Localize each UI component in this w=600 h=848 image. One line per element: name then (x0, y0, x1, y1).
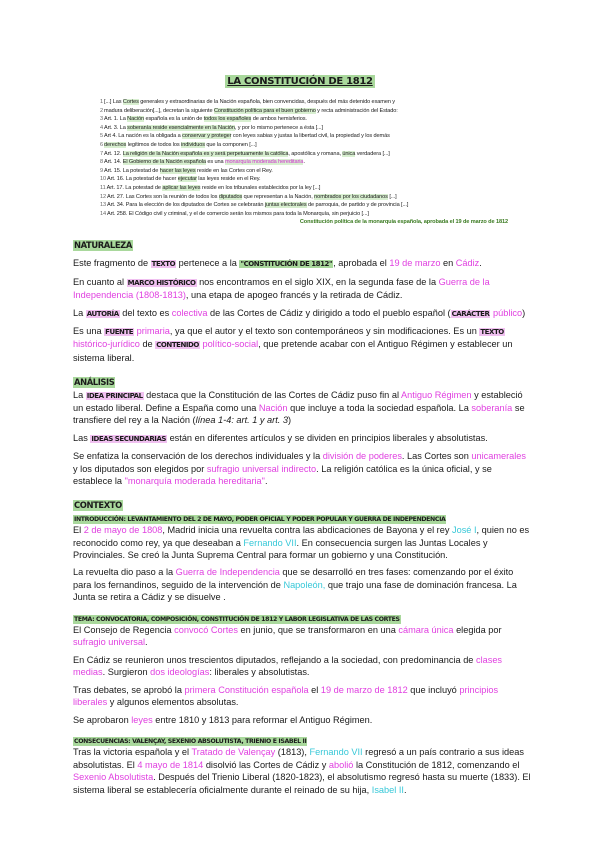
source-line (100, 158, 520, 167)
text-run: destaca que la Constitución de las Cortes de Cádiz puso fin al (143, 389, 402, 400)
text-run: disolvió las Cortes de Cádiz y (203, 759, 329, 770)
underlined-quote: Cortes (122, 99, 139, 105)
document-title-text: LA CONSTITUCIÓN DE 1812 (227, 76, 373, 87)
section-consecuencias (73, 734, 531, 796)
text-run: nos encontramos en el siglo XIX, en la segunda fase de la (196, 276, 439, 287)
text-run: . Surgieron (102, 667, 151, 678)
text-run: Art. 15. La potestad de (104, 167, 160, 174)
underlined-quote: conservar y proteger (182, 133, 232, 140)
section-naturaleza (73, 239, 531, 364)
section-analisis (73, 376, 531, 487)
line-number: 6 (100, 141, 104, 148)
document-title (0, 73, 600, 89)
text-run: pertenece a la (176, 258, 240, 269)
citation: línea 1-4: art. 1 y art. 3 (195, 415, 288, 426)
line-number: 8 (100, 159, 104, 166)
text-run: están en diferentes artículos y se dividen en principios liberales y absolutistas. (167, 432, 488, 443)
text-run: de las Cortes de Cádiz y dirigido a todo el pueblo español ( (207, 307, 451, 318)
paragraph (73, 624, 531, 649)
text-run: La (73, 389, 86, 400)
keyword-tag: AUTORÍA (86, 309, 119, 318)
text-run: , Madrid inicia una revuelta contra las abdicaciones de Bayona y el rey (162, 525, 452, 536)
highlighted-term: 4 mayo de 1814 (137, 759, 204, 770)
text-run: ) (288, 415, 292, 426)
text-run: . (303, 159, 305, 166)
historical-figure: José I (451, 525, 477, 536)
source-lines (100, 98, 520, 218)
highlighted-term: histórico-jurídico (73, 339, 140, 350)
source-line (100, 150, 520, 159)
highlighted-term: "monarquía moderada hereditaria" (124, 476, 265, 486)
highlighted-term: abolió (328, 759, 354, 770)
source-caption: Constitución política de la monarquía española, aprobada el 19 de marzo de 1812 (299, 219, 508, 226)
section-heading: CONTEXTO (74, 500, 122, 511)
text-run: . (479, 258, 482, 269)
keyword-tag: CONTENIDO (156, 341, 199, 350)
paragraph (73, 566, 531, 603)
source-line (100, 193, 520, 202)
text-run: que se desarrolló en tres fases: comenzando por el éxito para los fernandinos, seguido de la intervención de (73, 567, 514, 590)
highlighted-term: Nación (258, 402, 288, 413)
highlighted-term: soberanía (471, 402, 513, 413)
keyword-tag: FUENTE (105, 327, 134, 336)
keyword-tag: IDEAS SECUNDARIAS (91, 434, 167, 443)
keyword-tag: IDEA PRINCIPAL (86, 391, 143, 400)
line-number: 3 (100, 116, 104, 123)
highlighted-term: división de poderes (322, 451, 402, 462)
underlined-quote: La religión de la Nación española es y será perpetuamente la católica (122, 150, 289, 157)
text-run: , aprobada el (333, 258, 390, 269)
text-run: reside en los tribunales establecidos por la ley [...] (200, 184, 321, 191)
text-run: que representan a la Nación, (242, 193, 315, 200)
source-line (100, 132, 520, 141)
paragraph (73, 714, 531, 726)
section-subheading: INTRODUCCIÓN: LEVANTAMIENTO DEL 2 DE MAYO, PODER OFICIAL Y PODER POPULAR Y GUERRA DE INDEPENDENCIA (74, 515, 446, 523)
title-tag: "CONSTITUCIÓN DE 1812" (240, 260, 333, 269)
text-run: Art. 16. La potestad de hacer (107, 176, 178, 183)
paragraph (73, 654, 531, 679)
text-run: , que pretende acabar con el Antiguo Régimen y establecer un sistema liberal. (73, 339, 513, 363)
highlighted-term: Guerra de la Independencia (1808-1813) (73, 276, 490, 301)
highlighted-term: 2 de mayo de 1808 (83, 525, 163, 536)
text-run: y estableció un estado liberal. Define a España como una (73, 389, 523, 413)
line-number: 7 (100, 150, 104, 157)
keyword-tag: TEXTO (151, 260, 176, 269)
text-run: . Después del Trienio Liberal (1820-1823), el absolutismo regresó hasta su muerte (1833). El sistema liberal se establecería oficialmente durante el reinado de su hija, (73, 772, 531, 795)
highlighted-term: unicamerales (471, 451, 527, 462)
highlighted-term: Sexenio Absolutista (73, 772, 154, 783)
text-run: de parroquia, de partido y de provincia [...] (306, 202, 409, 209)
text-run: de (139, 339, 156, 350)
keyword-tag: MARCO HISTÓRICO (127, 278, 196, 287)
text-run: que trajo una fase de dominación francesa. La Junta se retira a Cádiz y se disuelve . (73, 579, 517, 603)
text-run: Las (73, 432, 91, 443)
text-run: . (403, 784, 407, 795)
highlighted-term: público (490, 307, 523, 318)
text-run: Este fragmento de (73, 258, 151, 269)
text-run: [...] (387, 193, 397, 200)
paragraphs (73, 624, 531, 726)
historical-figure: Napoleón, (283, 579, 326, 590)
text-run: . En consecuencia surgen las Juntas Locales y Provinciales. Se creó la Junta Suprema Central para formar un gobierno y una Constitución. (73, 537, 488, 561)
text-run: madura deliberación[...], decretan la siguiente (104, 107, 214, 114)
text-run: las leyes reside en el Rey. (196, 176, 261, 183)
historical-figure: Fernando VII (243, 537, 297, 548)
text-run: española es la unión de (143, 116, 204, 123)
text-run: La (73, 307, 86, 318)
text-run: Art 4. La nación es la obligada a (104, 133, 183, 140)
source-line (100, 124, 520, 133)
source-line (100, 107, 520, 116)
text-run: de ambos hemisferios. (251, 116, 307, 123)
text-run: Art. 258. El Código civil y criminal, y el de comercio serán los mismos para toda la Monarquía, sin perjuicio [...] (107, 210, 369, 217)
highlighted-term: cámara única (398, 625, 454, 636)
highlighted-term: Tratado de Valençay (191, 747, 276, 758)
underlined-quote: juntas electorales (264, 202, 307, 209)
underlined-quote: El Gobierno de la Nación española (122, 159, 206, 166)
text-run: generales y extraordinarias de la Nación española, bien convencidas, después del más detenido examen y (138, 99, 396, 105)
text-run: . (264, 476, 268, 486)
text-run: Tras debates, se aprobó la (73, 684, 185, 695)
paragraph (73, 450, 531, 487)
historical-figure: Isabel II (371, 784, 404, 795)
highlighted-term: 19 de marzo de 1812 (320, 684, 408, 695)
paragraph (73, 257, 531, 270)
line-number: 2 (100, 107, 104, 114)
underlined-quote: soberanía reside esencialmente en la Nación (127, 124, 235, 131)
line-number: 12 (100, 193, 107, 200)
section-heading: ANÁLISIS (74, 377, 115, 388)
highlighted-term: Antiguo Régimen (401, 389, 472, 400)
source-line (100, 141, 520, 150)
line-number: 11 (100, 184, 106, 191)
highlighted-term: sufragio universal indirecto (206, 463, 317, 474)
paragraphs (73, 746, 531, 796)
highlighted-term: principios liberales (73, 684, 499, 708)
text-run: Se enfatiza la conservación de los derechos individuales y la (73, 451, 323, 462)
source-line (100, 115, 520, 124)
text-run: , ya que el autor y el texto son contemporáneos y sin modificaciones. Es un (169, 325, 480, 336)
line-number: 13 (100, 202, 107, 209)
text-run: En Cádiz se reunieron unos trescientos diputados, reflejando a la sociedad, con predominancia de (73, 654, 476, 665)
text-run: y recta administración del Estado: (315, 107, 398, 114)
highlighted-term: convocó Cortes (174, 625, 238, 636)
text-run: [...] Las (104, 99, 123, 105)
text-run: Art. 14. (104, 159, 123, 166)
section-tema (73, 612, 531, 726)
paragraphs (73, 524, 531, 603)
underlined-quote: nombrados por los ciudadanos (314, 193, 388, 200)
text-run: en junio, que se transformaron en una (237, 625, 399, 636)
line-number: 9 (100, 167, 104, 174)
underlined-quote: derechos (104, 141, 127, 148)
highlighted-term: Guerra de Independencia (175, 567, 280, 578)
underlined-quote: Nación (127, 116, 144, 123)
text-run: que incluye a toda la sociedad española. La (287, 402, 472, 413)
text-run: . La religión católica es la única oficial, y se establece la (73, 463, 492, 486)
section-subheading: CONSECUENCIAS: VALENÇAY, SEXENIO ABSOLUTISTA, TRIENIO E ISABEL II (74, 737, 307, 745)
underlined-quote: Constitución política para el buen gobierno (213, 107, 316, 114)
text-run: elegida por (453, 625, 502, 636)
highlighted-term: sufragio universal (73, 637, 146, 648)
source-line (100, 201, 520, 210)
text-run: , una etapa de apogeo francés y la retirada de Cádiz. (185, 290, 403, 301)
text-run: Art. 1. La (104, 116, 128, 123)
paragraphs (73, 257, 531, 364)
paragraphs (73, 389, 531, 488)
underlined-quote: ejecutar (177, 176, 197, 183)
text-run: Art. 12. (104, 150, 123, 157)
line-number: 4 (100, 124, 104, 131)
text-run: , apostólica y romana, (288, 150, 343, 157)
source-line (100, 167, 520, 176)
text-run: (1813), (275, 747, 310, 758)
section-subheading: TEMA: CONVOCATORIA, COMPOSICIÓN, CONSTITUCIÓN DE 1812 Y LABOR LEGISLATIVA DE LAS CORTES (74, 615, 400, 623)
source-line (100, 184, 520, 193)
highlighted-term: colectiva (171, 307, 208, 318)
text-run: del texto es (119, 307, 172, 318)
text-run: el (308, 684, 321, 695)
text-run: Art. 34. Para la elección de los diputados de Cortes se celebrarán (107, 202, 265, 209)
underlined-quote: monarquía moderada hereditaria (224, 159, 304, 166)
text-run: , y por lo mismo pertenece a ésta [...] (234, 124, 323, 131)
paragraph (73, 325, 531, 364)
text-run: reside en las Cortes con el Rey. (195, 167, 273, 174)
keyword-tag: TEXTO (480, 327, 504, 336)
text-run: Es una (73, 325, 105, 336)
text-run: El (73, 525, 84, 536)
text-run: en (440, 258, 456, 269)
text-run: En cuanto al (73, 276, 127, 287)
text-run: que incluyó (407, 684, 460, 695)
text-run: : liberales y absolutistas. (209, 667, 310, 678)
text-run: la Constitución de 1812, comenzando el (353, 759, 520, 770)
text-run: con leyes sabias y justas la libertad civil, la propiedad y los demás (231, 133, 390, 140)
underlined-quote: hacer las leyes (159, 167, 196, 174)
highlighted-term: leyes (131, 714, 153, 725)
source-line (100, 98, 520, 107)
text-run: . Las Cortes son (401, 451, 472, 462)
line-number: 14 (100, 210, 107, 217)
text-run: Tras la victoria española y el (73, 747, 192, 758)
text-run: , quien no es reconocido como rey, ya que deseaban a (73, 525, 530, 548)
underlined-quote: todos los españoles (203, 116, 252, 123)
underlined-quote: aplicar las leyes (162, 184, 201, 191)
highlighted-term: clases medias (73, 654, 503, 678)
text-run: Art. 3. La (104, 124, 128, 131)
text-run: ) (522, 307, 526, 318)
source-line (100, 175, 520, 184)
paragraph (73, 276, 531, 302)
text-run: regresó a un país contrario a sus ideas absolutistas. El (73, 747, 524, 770)
paragraph (73, 307, 531, 320)
underlined-quote: individuos (181, 141, 205, 148)
underlined-quote: única (342, 150, 356, 157)
line-number: 10 (100, 176, 107, 183)
source-text-block (100, 98, 520, 227)
section-contexto (73, 499, 531, 603)
paragraph (73, 432, 531, 445)
text-run: es una (205, 159, 225, 166)
highlighted-term: dos ideologías (150, 667, 210, 678)
text-run: y algunos elementos absolutas. (107, 697, 239, 708)
paragraph (73, 389, 531, 427)
paragraph (73, 524, 531, 561)
text-run: verdadera [...] (355, 150, 390, 157)
highlighted-term: Cádiz (455, 258, 480, 269)
text-run: y los diputados son elegidos por (73, 463, 207, 474)
line-number: 1 (100, 99, 104, 105)
text-run: Se aprobaron (73, 714, 132, 725)
highlighted-term: político-social (199, 339, 259, 350)
highlighted-term: primera Constitución española (184, 684, 309, 695)
source-line (100, 210, 520, 219)
highlighted-term: 19 de marzo (389, 258, 441, 269)
paragraph (73, 684, 531, 709)
text-run: se transfiere del rey a la Nación ( (73, 402, 525, 426)
text-run: entre 1810 y 1813 para reformar el Antiguo Régimen. (152, 714, 373, 725)
text-run: que la componen [...] (204, 141, 257, 148)
historical-figure: Fernando VII (309, 747, 363, 758)
text-run: Art. 17. La potestad de (106, 184, 163, 191)
paragraph (73, 746, 531, 796)
text-run: Art. 27. Las Cortes son la reunión de todos los (107, 193, 219, 200)
underlined-quote: diputados (218, 193, 243, 200)
text-run: El Consejo de Regencia (73, 625, 175, 636)
text-run: . (145, 637, 148, 648)
section-heading: NATURALEZA (74, 239, 132, 250)
highlighted-term: primaria (134, 325, 170, 336)
keyword-tag: CARÁCTER (451, 309, 490, 318)
text-run: La revuelta dio paso a la (73, 567, 176, 578)
line-number: 5 (100, 133, 104, 140)
text-run: legítimos de todos los (126, 141, 182, 148)
